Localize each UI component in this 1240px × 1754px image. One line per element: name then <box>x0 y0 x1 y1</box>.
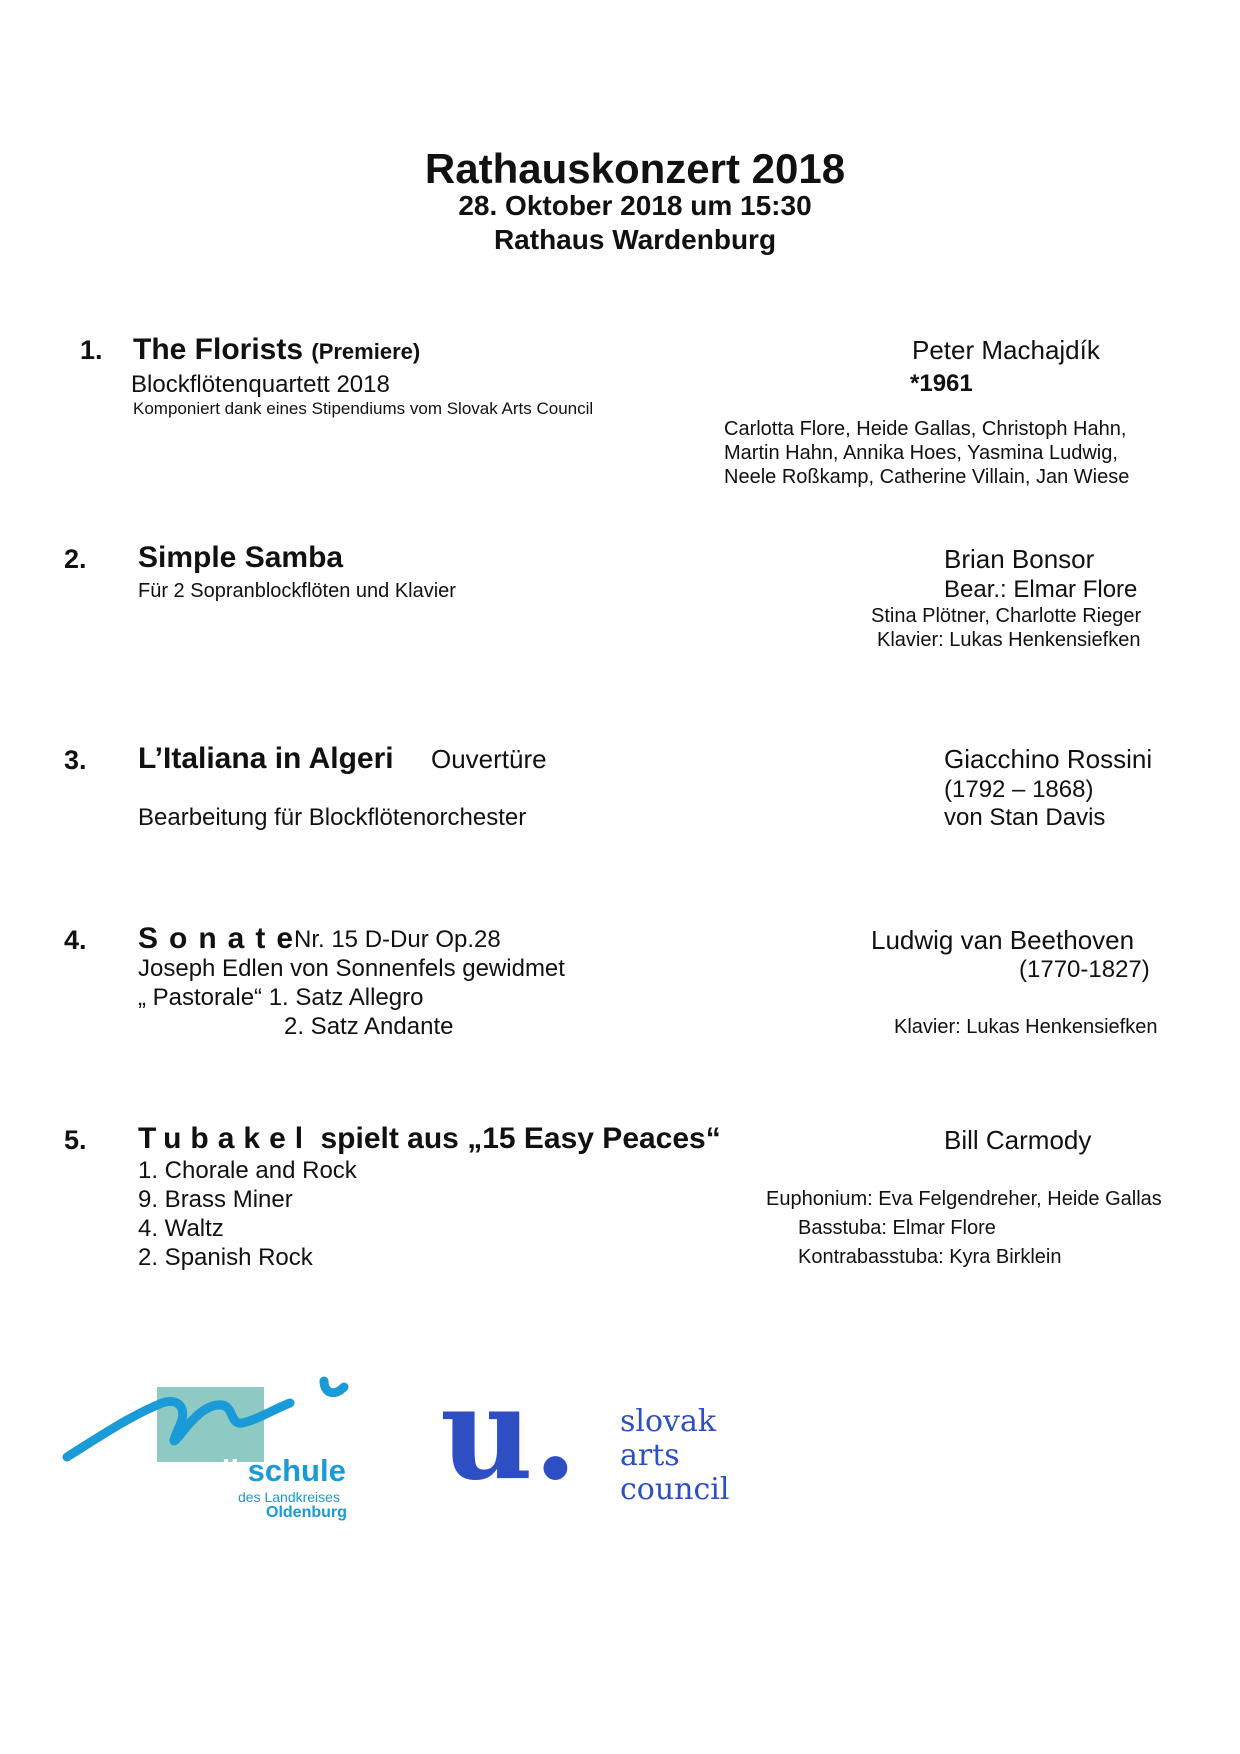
musikschule-line2: des Landkreises <box>238 1489 340 1505</box>
dedication-line: Joseph Edlen von Sonnenfels gewidmet <box>138 955 565 982</box>
commission-note: Komponiert dank eines Stipendiums vom Slovak Arts Council <box>133 399 594 418</box>
piece-line: 9. Brass Miner <box>138 1186 293 1213</box>
composer-dates: (1770-1827) <box>1019 956 1150 983</box>
page-title: Rathauskonzert 2018 <box>424 145 846 192</box>
sac-mark-icon: u. <box>440 1359 578 1509</box>
performers-line: Euphonium: Eva Felgendreher, Heide Gallas <box>766 1188 1162 1210</box>
composer-name: Brian Bonsor <box>944 544 1095 574</box>
piece-title-text: The Florists <box>133 333 304 366</box>
piece-subtitle: Bearbeitung für Blockflötenorchester <box>138 804 527 831</box>
performers-line: Martin Hahn, Annika Hoes, Yasmina Ludwig, <box>724 442 1118 464</box>
movement-line: „ Pastorale“ 1. Satz Allegro <box>138 984 424 1011</box>
performers-line: Klavier: Lukas Henkensiefken <box>877 629 1141 651</box>
premiere-note: (Premiere) <box>311 339 421 364</box>
piece-title <box>138 1122 721 1156</box>
piece-title: L’Italiana in Algeri <box>138 742 394 775</box>
piece-title: Simple Samba <box>138 541 344 574</box>
musikschule-logo <box>62 1375 382 1525</box>
item-number: 4. <box>64 925 87 955</box>
composer-name: Giacchino Rossini <box>944 744 1153 774</box>
piece-subtitle: Für 2 Sopranblockflöten und Klavier <box>138 580 456 602</box>
composer-dates: (1792 – 1868) <box>944 776 1094 803</box>
piece-line: 2. Spanish Rock <box>138 1244 313 1271</box>
performers-line: Kontrabasstuba: Kyra Birklein <box>798 1246 1062 1268</box>
movement-line: 2. Satz Andante <box>284 1013 454 1040</box>
item-number: 5. <box>64 1125 87 1155</box>
ensemble-name: Tubakel <box>138 1122 313 1155</box>
performers-line: Stina Plötner, Charlotte Rieger <box>871 605 1142 627</box>
item-number: 1. <box>80 335 103 365</box>
piece-subtitle: Blockflötenquartett 2018 <box>131 371 390 398</box>
arranger: von Stan Davis <box>944 804 1106 831</box>
slovak-arts-council-logo <box>440 1359 740 1525</box>
piece-line: 1. Chorale and Rock <box>138 1157 357 1184</box>
concert-venue: Rathaus Wardenburg <box>493 224 777 255</box>
sac-line2: arts <box>620 1438 680 1473</box>
schule-word: schule <box>247 1453 346 1488</box>
composer-name: Bill Carmody <box>944 1125 1092 1155</box>
arranger: Bear.: Elmar Flore <box>944 576 1138 603</box>
performers-line: Carlotta Flore, Heide Gallas, Christoph Hahn, <box>724 418 1127 440</box>
piece-line: 4. Waltz <box>138 1215 224 1242</box>
wave-tail <box>324 1381 344 1393</box>
composer-dates: *1961 <box>910 370 973 397</box>
composer-name: Peter Machajdík <box>912 335 1100 365</box>
item-number: 3. <box>64 745 87 775</box>
musik-word: musik <box>158 1453 248 1488</box>
sac-wordmark <box>620 1405 730 1507</box>
piece-title-text: spielt aus „15 Easy Peaces“ <box>320 1122 721 1155</box>
musikschule-line3: Oldenburg <box>266 1504 347 1521</box>
performers-line: Basstuba: Elmar Flore <box>798 1217 996 1239</box>
piece-title: Sonate <box>138 922 305 955</box>
performers-line: Neele Roßkamp, Catherine Villain, Jan Wiese <box>724 466 1130 488</box>
concert-date: 28. Oktober 2018 um 15:30 <box>458 190 812 221</box>
composer-name: Ludwig van Beethoven <box>871 925 1135 955</box>
piece-title <box>133 333 420 367</box>
item-number: 2. <box>64 544 87 574</box>
sac-line3: council <box>620 1472 730 1507</box>
musikschule-wordmark <box>158 1455 346 1486</box>
piece-title-suffix: Nr. 15 D-Dur Op.28 <box>294 926 501 953</box>
performers-line: Klavier: Lukas Henkensiefken <box>894 1016 1158 1038</box>
sac-line1: slovak <box>620 1404 717 1439</box>
piece-title-suffix: Ouvertüre <box>431 744 547 774</box>
